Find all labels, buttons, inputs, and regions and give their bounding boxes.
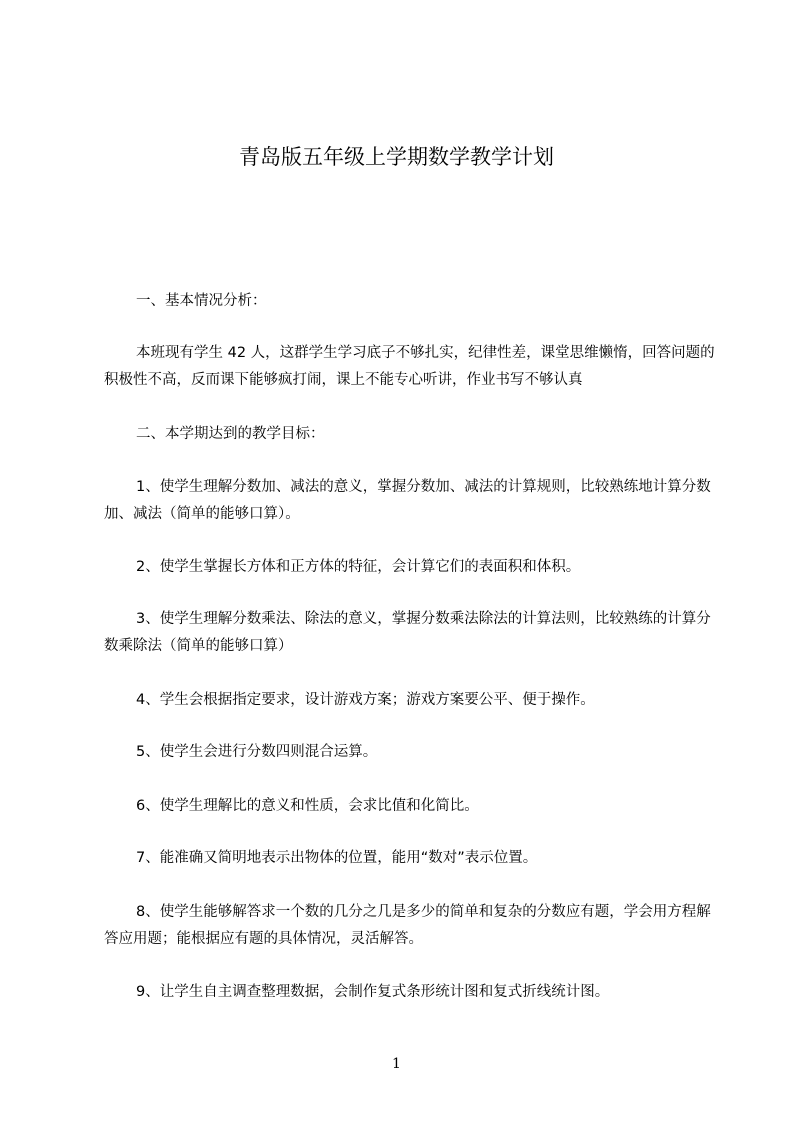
section-heading-basic-situation: 一、基本情况分析： — [136, 293, 267, 309]
goal-item-1: 1、使学生理解分数加、减法的意义，掌握分数加、减法的计算规则，比较熟练地计算分数加、减法（简单的能够口算）。 — [104, 479, 711, 522]
section-heading-teaching-goals: 二、本学期达到的教学目标： — [136, 426, 325, 442]
goal-item-8: 8、使学生能够解答求一个数的几分之几是多少的简单和复杂的分数应有题，学会用方程解答应用题；能根据应有题的具体情况，灵活解答。 — [104, 904, 711, 947]
document-title: 青岛版五年级上学期数学教学计划 — [239, 145, 554, 169]
goal-item-4: 4、学生会根据指定要求，设计游戏方案；游戏方案要公平、便于操作。 — [136, 692, 595, 708]
goal-item-3: 3、使学生理解分数乘法、除法的意义，掌握分数乘法除法的计算法则，比较熟练的计算分数乘除法（简单的能够口算） — [104, 611, 711, 654]
goal-item-5: 5、使学生会进行分数四则混合运算。 — [136, 744, 378, 760]
section-body-basic-situation: 本班现有学生 42 人，这群学生学习底子不够扎实，纪律性差，课堂思维懒惰，回答问题的积极性不高，反而课下能够疯打闹，课上不能专心听讲，作业书写不够认真 — [104, 345, 715, 388]
goal-item-6: 6、使学生理解比的意义和性质，会求比值和化简比。 — [136, 798, 479, 814]
goal-item-2: 2、使学生掌握长方体和正方体的特征，会计算它们的表面积和体积。 — [136, 559, 581, 575]
goal-item-7: 7、能准确又简明地表示出物体的位置，能用“数对”表示位置。 — [136, 850, 538, 866]
page-number: 1 — [392, 1056, 401, 1072]
goal-item-9: 9、让学生自主调查整理数据，会制作复式条形统计图和复式折线统计图。 — [136, 984, 610, 1000]
